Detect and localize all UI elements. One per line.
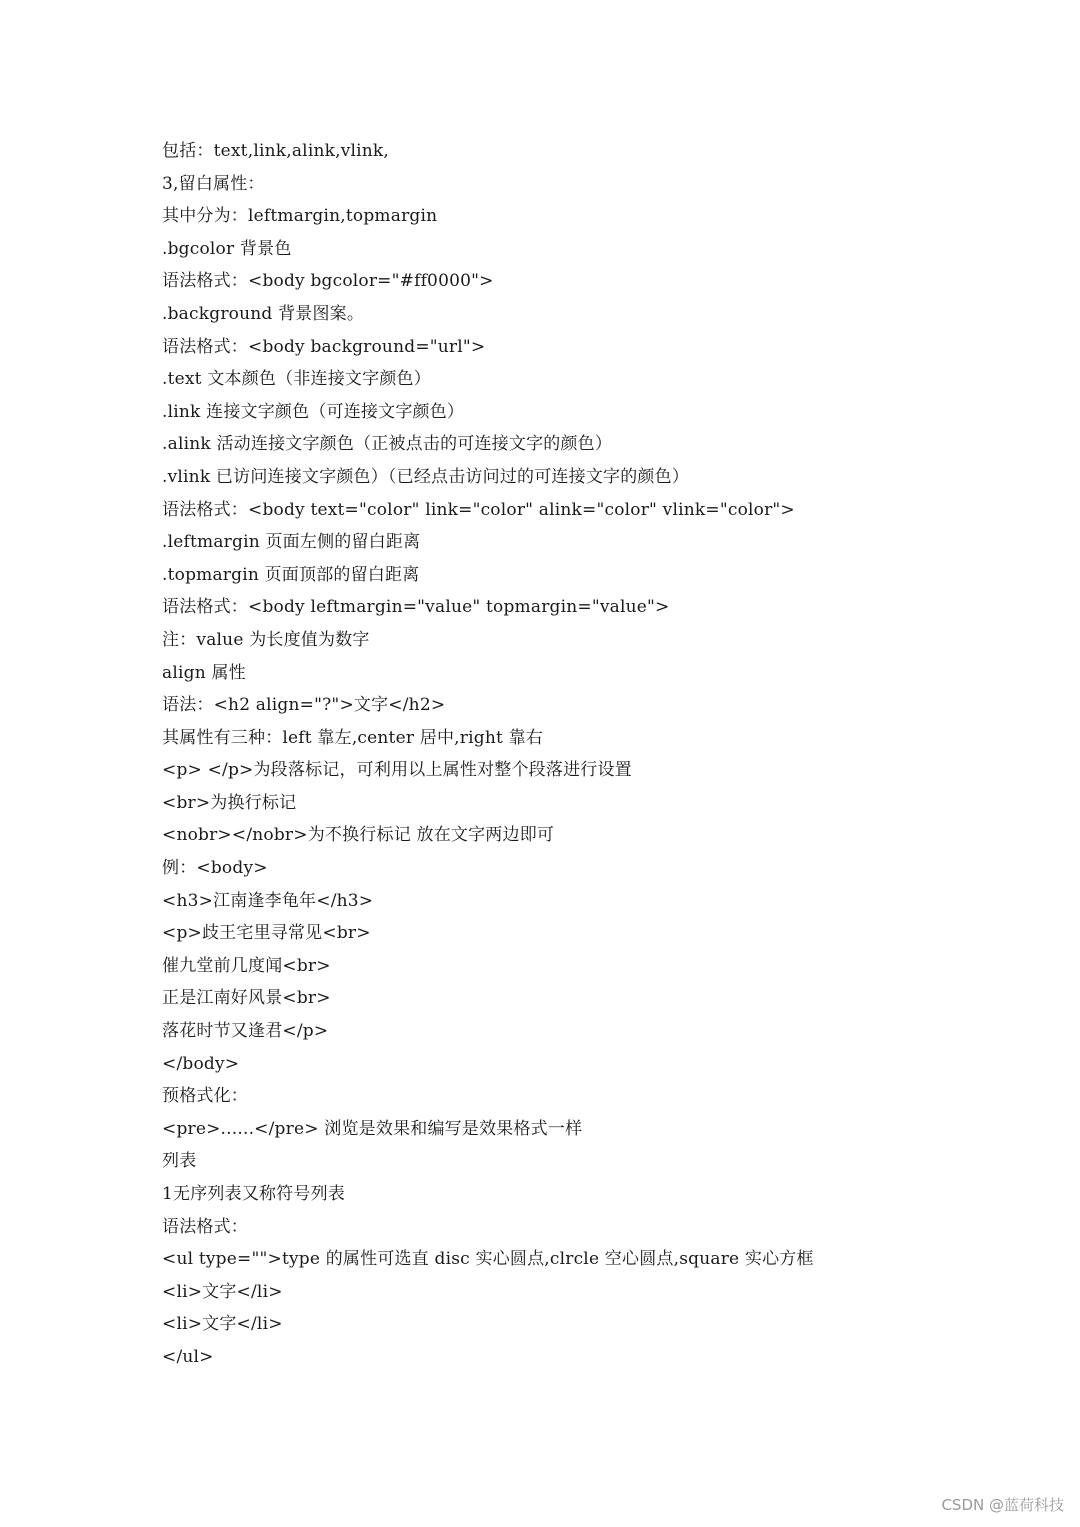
text-line: 落花时节又逢君</p> [162, 1021, 329, 1042]
text-line: 语法格式：<body background="url"> [162, 336, 486, 357]
text-line: 例：<body> [162, 858, 268, 879]
text-line: 注：value 为长度值为数字 [162, 629, 370, 650]
text-line: 语法：<h2 align="?">文字</h2> [162, 695, 446, 716]
text-line: 预格式化： [162, 1086, 248, 1107]
text-line: <ul type="">type 的属性可选直 disc 实心圆点,clrcle 空心圆点,square 实心方框 [162, 1249, 814, 1270]
text-line: 其中分为：leftmargin,topmargin [162, 206, 438, 227]
text-line: 包括：text,link,alink,vlink, [162, 141, 390, 161]
text-line: 催九堂前几度闻<br> [162, 955, 331, 976]
text-line: <h3>江南逢李龟年</h3> [162, 890, 374, 911]
text-line: 语法格式： [162, 1216, 248, 1237]
text-line: <li>文字</li> [162, 1281, 283, 1302]
text-line: <li>文字</li> [162, 1314, 283, 1335]
text-line: .background 背景图案。 [162, 303, 365, 324]
text-line: 语法格式：<body text="color" link="color" alink="color" vlink="color"> [162, 499, 795, 520]
text-line: 语法格式：<body leftmargin="value" topmargin="value"> [162, 597, 670, 618]
text-line: .topmargin 页面顶部的留白距离 [162, 564, 420, 585]
text-line: <p>歧王宅里寻常见<br> [162, 923, 371, 944]
text-line: 正是江南好风景<br> [162, 988, 331, 1009]
text-line: 3,留白属性： [162, 173, 265, 194]
text-line: <nobr></nobr>为不换行标记 放在文字两边即可 [162, 825, 555, 846]
text-line: </ul> [162, 1346, 214, 1367]
text-line: 1无序列表又称符号列表 [162, 1184, 346, 1204]
text-line: 语法格式：<body bgcolor="#ff0000"> [162, 271, 494, 292]
watermark: CSDN @蓝荷科技 [941, 1496, 1064, 1514]
text-line: .vlink 已访问连接文字颜色）（已经点击访问过的可连接文字的颜色） [162, 466, 690, 487]
text-line: .bgcolor 背景色 [162, 238, 292, 259]
text-line: 列表 [162, 1151, 197, 1172]
text-line: .alink 活动连接文字颜色（正被点击的可连接文字的颜色） [162, 434, 613, 455]
text-line: <p> </p>为段落标记，可利用以上属性对整个段落进行设置 [162, 760, 632, 781]
text-line: <br>为换行标记 [162, 792, 297, 813]
text-line: 其属性有三种：left 靠左,center 居中,right 靠右 [162, 727, 544, 748]
text-line: .leftmargin 页面左侧的留白距离 [162, 532, 421, 553]
text-line: align 属性 [162, 662, 246, 683]
text-line: .link 连接文字颜色（可连接文字颜色） [162, 401, 465, 422]
text-line: </body> [162, 1053, 240, 1074]
document-body [162, 135, 1042, 1374]
text-line: .text 文本颜色（非连接文字颜色） [162, 369, 431, 390]
text-line: <pre>......</pre> 浏览是效果和编写是效果格式一样 [162, 1118, 583, 1139]
